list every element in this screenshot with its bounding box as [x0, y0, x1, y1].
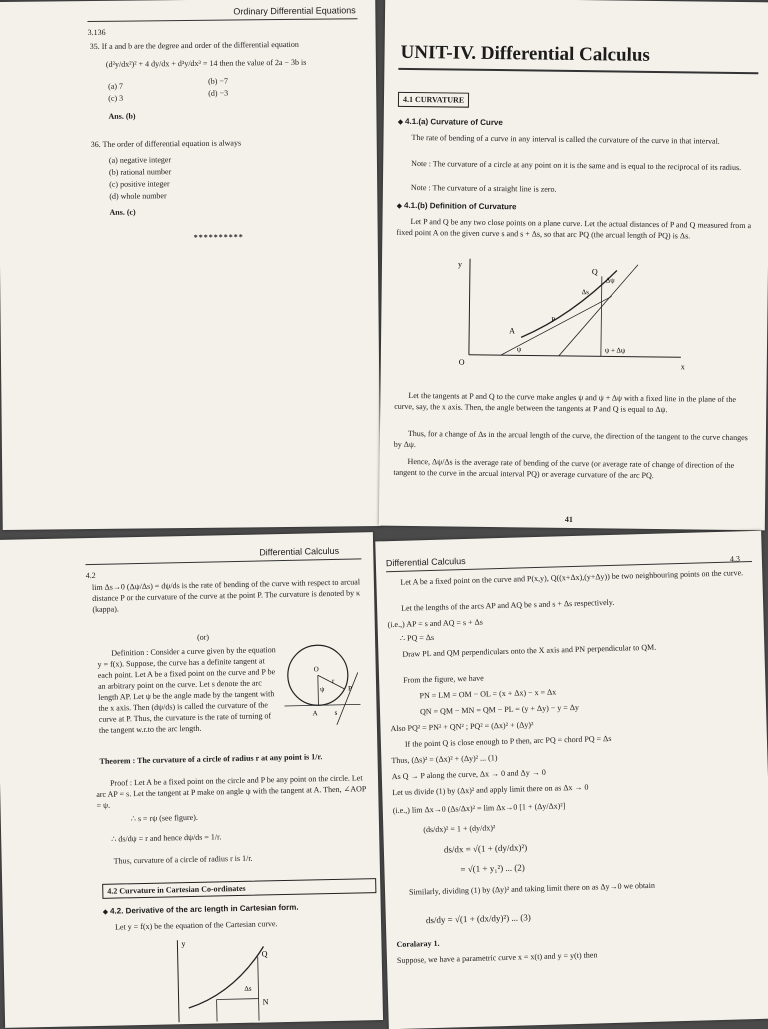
similarly-text: Similarly, dividing (1) by (Δy)² and taking limit there on as Δy→0 we obtain — [395, 877, 759, 898]
page-ode-3-136 — [0, 0, 381, 530]
option-b: (b) rational number — [109, 166, 171, 178]
limit-text: lim Δs→0 (Δψ/Δs) = dψ/ds is the rate of bending of the curve with respect to arcual distance P or the curvature of the curve at the point P. The curvature is denoted by κ (kappa). — [92, 576, 363, 615]
fig-label-P: P — [551, 316, 555, 324]
fig-label-ds: Δs — [582, 288, 590, 296]
pn-equation: PN = LM = OM − OL = (x + Δx) − x = Δx — [419, 686, 556, 701]
arc-length-figure — [163, 932, 305, 1025]
equation-3: ds/dy = √(1 + (dx/dy)²) ... (3) — [426, 911, 531, 926]
option-a: (a) negative integer — [109, 154, 171, 166]
option-a: (a) 7 — [108, 81, 123, 92]
fig-label-psi: ψ — [517, 345, 522, 353]
option-d: (d) −3 — [208, 88, 228, 99]
pq-squared-equation: Also PQ² = PN² + QN² ; PQ² = (Δx)² + (Δy)² — [390, 719, 533, 734]
corollary-heading: Coralaray 1. — [396, 938, 439, 950]
fig-label-A: A — [509, 326, 515, 335]
proof-text: Proof : Let A be a fixed point on the circle and P be any point on the circle. Let arc AP = s. Let the tangent at P make on angle ψ with the tangent at A. Then, ∠AOP = ψ. — [96, 772, 369, 811]
heading-4-2: ◆ 4.2. Derivative of the arc length in Cartesian form. — [103, 902, 299, 918]
circle-figure — [279, 632, 365, 730]
fig-label-y: y — [181, 939, 185, 948]
end-stars: ********** — [194, 231, 244, 243]
fig-label-Q: Q — [262, 949, 268, 958]
page-number: 3.136 — [88, 27, 106, 38]
qn-equation: QN = QM − MN = QM − PL = (y + Δy) − y = Δy — [420, 702, 579, 717]
option-c: (c) positive integer — [109, 178, 170, 190]
answer-35: Ans. (b) — [108, 111, 135, 122]
page-number: 4.3 — [730, 553, 740, 564]
option-b: (b) −7 — [208, 76, 228, 87]
fig-label-P: P — [348, 685, 352, 693]
curvature-figure — [441, 254, 692, 373]
section-box-4-1: 4.1 CURVATURE — [398, 92, 469, 108]
from-figure-text: From the figure, we have — [403, 673, 484, 686]
proof-step-2: ∴ ds/dψ = r and hence dψ/ds = 1/r. — [111, 831, 221, 844]
pq-equation: ∴ PQ = Δs — [400, 632, 434, 644]
note-line: Note : The curvature of a straight line is zero. — [397, 182, 757, 197]
ds-dx-squared: (ds/dx)² = 1 + (dy/dx)² — [423, 822, 495, 835]
answer-36: Ans. (c) — [109, 207, 135, 218]
tangent-text: Let the tangents at P and Q to the curve make angles ψ and ψ + Δψ with a fixed line in the plane of the curve, say, the x axis. Then, the angle between the tangents at P and Q is equal to Δψ. — [394, 390, 754, 416]
fig-label-dpsi: Δψ — [606, 276, 616, 284]
neighbour-points-text: Let A be a fixed point on the curve and P(x,y), Q((x+Δx),(y+Δy)) be two neighbouring points on the curve. — [386, 567, 750, 588]
or-text: (or) — [197, 632, 209, 643]
fig-label-Q: Q — [592, 267, 598, 276]
proof-step-3: Thus, curvature of a circle of radius r is 1/r. — [114, 853, 253, 867]
chord-text: If the point Q is close enough to P then, arc PQ = chord PQ = Δs — [405, 729, 755, 750]
fig-label-y: y — [458, 260, 462, 269]
fig-label-psi: ψ — [320, 685, 325, 693]
fig-label-psi-dpsi: ψ + Δψ — [605, 346, 626, 354]
page-unit-iv-41 — [379, 0, 768, 530]
running-header: Differential Calculus — [259, 545, 339, 559]
option-c: (c) 3 — [108, 93, 123, 104]
change-text: Thus, for a change of Δs in the arcual length of the curve, the direction of the tangent to the curve changes by Δψ. — [394, 428, 754, 454]
page-differential-calculus-4-3 — [375, 531, 768, 1029]
arc-lengths-text: Let the lengths of the arcs AP and AQ be s and s + Δs respectively. — [387, 593, 751, 614]
running-header: Differential Calculus — [386, 555, 466, 569]
page-number: 41 — [565, 514, 573, 525]
unit-title: UNIT-IV. Differential Calculus — [400, 42, 650, 67]
option-d: (d) whole number — [109, 190, 166, 202]
limit-condition: As Q → P along the curve, Δx → 0 and Δy → 0 — [392, 767, 546, 782]
page-number: 4.2 — [86, 570, 96, 581]
page-differential-calculus-4-2 — [0, 532, 383, 1028]
fig-label-r: r — [332, 677, 335, 685]
fig-label-O: O — [459, 358, 465, 367]
theorem-text: Theorem : The curvature of a circle of radius r at any point is 1/r. — [99, 750, 369, 767]
heading-4-1-a: ◆ 4.1.(a) Curvature of Curve — [398, 116, 503, 129]
definition-text: Definition : Consider a curve given by the equation y = f(x). Suppose, the curve has a definite tangent at each point. Let A be a fixed point on the curve and P be an arbitrary point on the curve. Let s denote the arc length AP. Let ψ be the angle made by the tangent with the x axis. Then (dψ/ds) is called the curvature of the curve at P. Thus, the curvature is the rate of turning of the tangent w.r.to the arc length. — [97, 644, 279, 736]
proof-step-1: ∴ s = rψ (see figure). — [131, 812, 198, 824]
fig-label-s: s — [335, 709, 338, 717]
running-header: Ordinary Differential Equations — [233, 4, 356, 17]
ds-dx-root: ds/dx = √(1 + (dy/dx)²) — [444, 841, 528, 855]
equation-2: = √(1 + y₁²) ... (2) — [460, 861, 525, 875]
fig-label-N: N — [263, 997, 269, 1006]
note-circle: Note : The curvature of a circle at any point on it is the same and is equal to the reciprocal of its radius. — [397, 158, 757, 173]
arc-equation: (i.e.,) AP = s and AQ = s + Δs — [387, 617, 483, 631]
limit-equation: (i.e.,) lim Δx→0 (Δs/Δx)² = lim Δx→0 [1 + (Δy/Δx)²] — [393, 800, 566, 816]
fig-label-O: O — [314, 665, 319, 673]
section-box-4-2: 4.2 Curvature in Cartesian Co-ordinates — [102, 878, 376, 899]
question-35-equation: (d²y/dx²)² + 4 dy/dx + d³y/dx³ = 14 then the value of 2a − 3b is — [106, 56, 356, 70]
curvature-def-text: Let P and Q be any two close points on a plane curve. Let the actual distances of P and Q measured from a fixed point A on the given curve s and s + Δs, so that arc PQ (the arcual length of PQ) is Δs. — [396, 216, 756, 242]
question-36: 36. The order of differential equation is always — [91, 136, 361, 150]
divide-text: Let us divide (1) by (Δx)² and apply limit there on as Δx → 0 — [392, 777, 756, 798]
perpendicular-text: Draw PL and QM perpendiculars onto the X axis and PN perpendicular to QM. — [388, 639, 752, 660]
fig-label-ds: Δs — [244, 985, 252, 993]
fig-label-A: A — [313, 709, 318, 717]
equation-1: Thus, (Δs)² = (Δx)² + (Δy)² ... (1) — [391, 752, 497, 766]
fig-label-x: x — [681, 362, 685, 371]
average-rate-text: Hence, Δψ/Δs is the average rate of bending of the curve (or average rate of change of direction of the tangent to the curve in the arcual interval PQ) or average curvature of the arc PQ. — [393, 456, 753, 482]
question-35: 35. If a and b are the degree and order of the differential equation — [90, 38, 360, 52]
curvature-definition: The rate of bending of a curve in any interval is called the curvature of the curve in that interval. — [397, 132, 757, 147]
parametric-text: Suppose, we have a parametric curve x = x(t) and y = y(t) then — [397, 945, 761, 966]
cartesian-curve-text: Let y = f(x) be the equation of the Cartesian curve. — [115, 916, 365, 932]
heading-4-1-b: ◆ 4.1.(b) Definition of Curvature — [397, 200, 517, 213]
